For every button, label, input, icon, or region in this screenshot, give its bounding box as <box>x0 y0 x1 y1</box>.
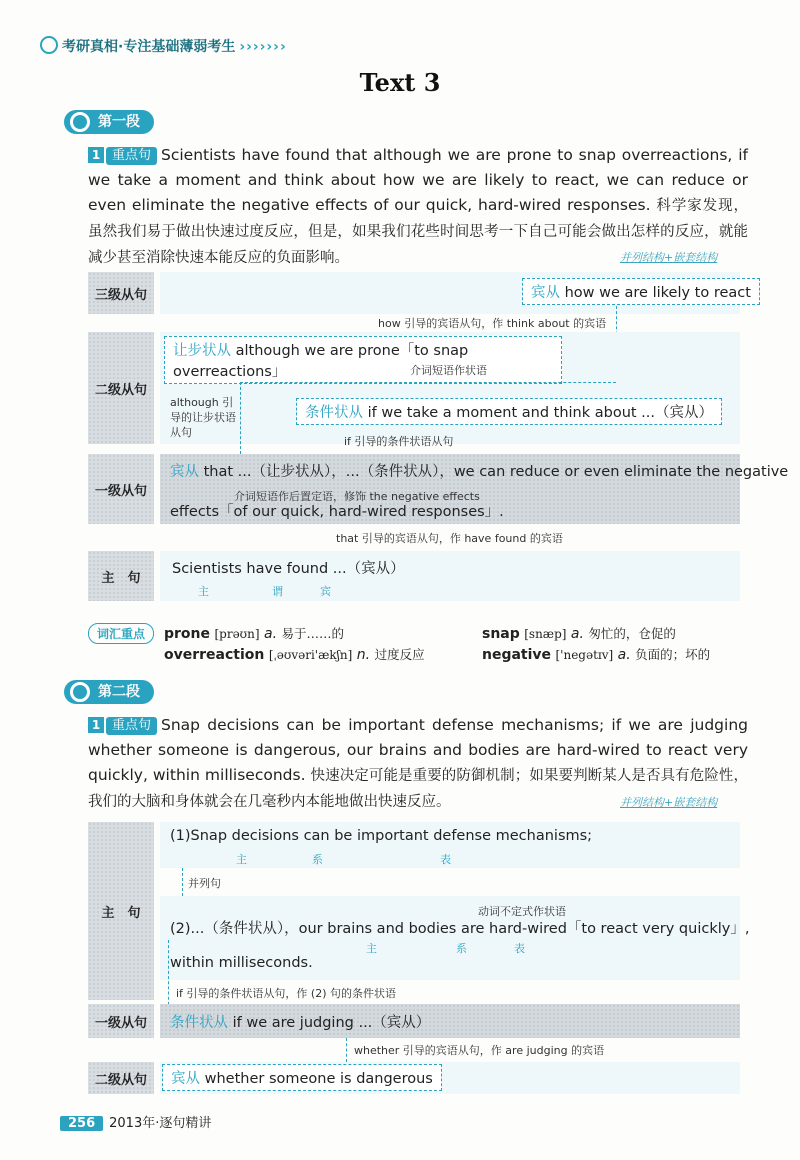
clause-text: how we are likely to react <box>564 285 751 301</box>
brand-header <box>40 36 287 56</box>
vocab-phonetic: [ˌəʊvəri'ækʃn] <box>268 648 353 662</box>
arrows-decoration: ››››››› <box>239 39 287 55</box>
level1-line1 <box>170 460 788 481</box>
level1-label: 一级从句 <box>88 1004 154 1038</box>
clause-text: that ...（让步状从），...（条件状从），we can reduce or even eliminate the negative <box>203 464 789 480</box>
level1-clause <box>170 1011 430 1032</box>
chinese-translation: 快速决定可能是重要的防御机制；如果要判断某人是否具有危险性，我们的大脑和身体就会在几毫秒内本能地做出快速反应。 <box>88 768 748 810</box>
vocab-item <box>482 645 710 663</box>
clause1: (1)Snap decisions can be important defense mechanisms; <box>170 828 593 844</box>
note-whether: whether 引导的宾语从句，作 are judging 的宾语 <box>354 1044 605 1057</box>
sub-label: 系 <box>456 942 467 955</box>
vocab-meaning: 匆忙的，仓促的 <box>588 626 676 641</box>
note-prep-phrase: 介词短语作状语 <box>410 364 487 377</box>
english-sentence: Snap decisions can be important defense mechanisms; if we are judging whether someone is dangerous, our brains and bodies are hard-wired to react very quickly, within milliseconds. <box>88 716 748 784</box>
condition-clause-box <box>296 398 722 425</box>
vocab-word: negative <box>482 647 552 663</box>
level3-clause-box <box>522 278 760 305</box>
connector-line <box>240 382 241 454</box>
sub-label: 谓 <box>272 585 283 598</box>
vocab-word: prone <box>164 626 211 642</box>
section-badge-label: 第二段 <box>98 684 140 700</box>
clause-text: if we are judging ...（宾从） <box>232 1015 431 1031</box>
clause-tag: 宾从 <box>170 464 199 480</box>
vocab-phonetic: ['negətɪv] <box>555 648 614 662</box>
vocab-pos: a. <box>617 647 631 663</box>
level2-label: 二级从句 <box>88 332 154 444</box>
vocab-item <box>482 624 676 642</box>
vocab-phonetic: [prəʊn] <box>214 627 260 641</box>
main-label: 主 句 <box>88 551 154 601</box>
sub-label: 宾 <box>320 585 331 598</box>
magnifier-icon <box>70 112 90 132</box>
note-that: that 引导的宾语从句，作 have found 的宾语 <box>336 532 563 545</box>
sub-label: 主 <box>198 585 209 598</box>
section-badge-label: 第一段 <box>98 114 140 130</box>
clause-text: although we are prone「to snap overreactions」 <box>173 343 469 380</box>
sub-label: 主 <box>366 942 377 955</box>
connector-line <box>240 382 616 383</box>
footer-text: 2013年·逐句精讲 <box>109 1116 212 1131</box>
page-title: Text 3 <box>359 68 441 97</box>
level2-clause-box <box>162 1064 442 1091</box>
section-badge-2 <box>64 680 154 704</box>
chinese-translation: 科学家发现，虽然我们易于做出快速过度反应，但是，如果我们花些时间思考一下自己可能会做出怎样的反应，就能减少甚至消除快速本能反应的负面影响。 <box>88 198 749 266</box>
level1-label: 一级从句 <box>88 454 154 524</box>
sub-label: 表 <box>440 853 451 866</box>
clause-tag: 宾从 <box>531 285 560 301</box>
note-if: if 引导的条件状语从句 <box>344 435 454 448</box>
vocab-badge: 词汇重点 <box>88 623 154 644</box>
magnifier-icon <box>70 682 90 702</box>
note-how: how 引导的宾语从句，作 think about 的宾语 <box>378 317 607 330</box>
connector-line <box>346 1038 347 1062</box>
sub-label: 系 <box>312 853 323 866</box>
clause-tag: 条件状从 <box>170 1015 228 1031</box>
concession-clause-box <box>164 336 562 384</box>
level3-label: 三级从句 <box>88 272 154 314</box>
vocab-pos: a. <box>263 626 278 642</box>
structure-note: 并列结构+嵌套结构 <box>620 251 718 264</box>
infinitive-note: 动词不定式作状语 <box>478 905 566 918</box>
clause-text: if we take a moment and think about ...（宾从） <box>367 405 714 421</box>
level1-note: 介词短语作后置定语，修饰 the negative effects <box>234 490 480 503</box>
section-badge-1 <box>64 110 154 134</box>
key-sentence-tag: 重点句 <box>106 147 157 165</box>
key-sentence-tag: 重点句 <box>106 717 157 735</box>
vocab-word: overreaction <box>164 647 265 663</box>
sentence-number: 1 <box>88 147 104 163</box>
clause-tag: 宾从 <box>171 1071 200 1087</box>
level1-line2: effects「of our quick, hard-wired responses」. <box>170 504 504 520</box>
vocab-word: snap <box>482 626 520 642</box>
vocab-item <box>164 624 344 642</box>
vocab-phonetic: [snæp] <box>524 627 567 641</box>
vocab-pos: n. <box>356 647 371 663</box>
clause2: (2)...（条件状从），our brains and bodies are hard-wired「to react very quickly」, <box>170 921 750 937</box>
vocab-meaning: 易于……的 <box>281 626 344 641</box>
sentence-number: 1 <box>88 717 104 733</box>
main-clause: Scientists have found ...（宾从） <box>172 561 405 577</box>
english-sentence: Scientists have found that although we are prone to snap overreactions, if we take a moment and think about how we are likely to react, we can reduce or even eliminate the negative effects of our quick, hard-wired responses. <box>88 146 748 214</box>
footer <box>60 1112 211 1131</box>
vocab-pos: a. <box>570 626 584 642</box>
brand-text: 考研真相·专注基础薄弱考生 <box>62 39 236 55</box>
coord-note: 并列句 <box>188 877 221 890</box>
note-although: although 引导的让步状语从句 <box>170 396 236 439</box>
clause-tag: 条件状从 <box>305 405 363 421</box>
clause2-line2: within milliseconds. <box>170 955 313 971</box>
vocab-item <box>164 645 425 663</box>
sub-label: 表 <box>514 942 525 955</box>
magnifier-icon <box>40 36 58 54</box>
structure-note: 并列结构+嵌套结构 <box>620 796 718 809</box>
level2-label: 二级从句 <box>88 1062 154 1094</box>
connector-line <box>182 868 183 896</box>
connector-line <box>168 940 169 1010</box>
clause-tag: 让步状从 <box>173 343 231 359</box>
clause-text: whether someone is dangerous <box>204 1071 433 1087</box>
page-number: 256 <box>60 1116 103 1131</box>
note-if: if 引导的条件状语从句，作 (2) 句的条件状语 <box>176 987 396 1000</box>
main-label: 主 句 <box>88 822 154 1000</box>
sub-label: 主 <box>236 853 247 866</box>
vocab-meaning: 过度反应 <box>374 647 425 662</box>
vocab-meaning: 负面的；坏的 <box>635 647 711 662</box>
